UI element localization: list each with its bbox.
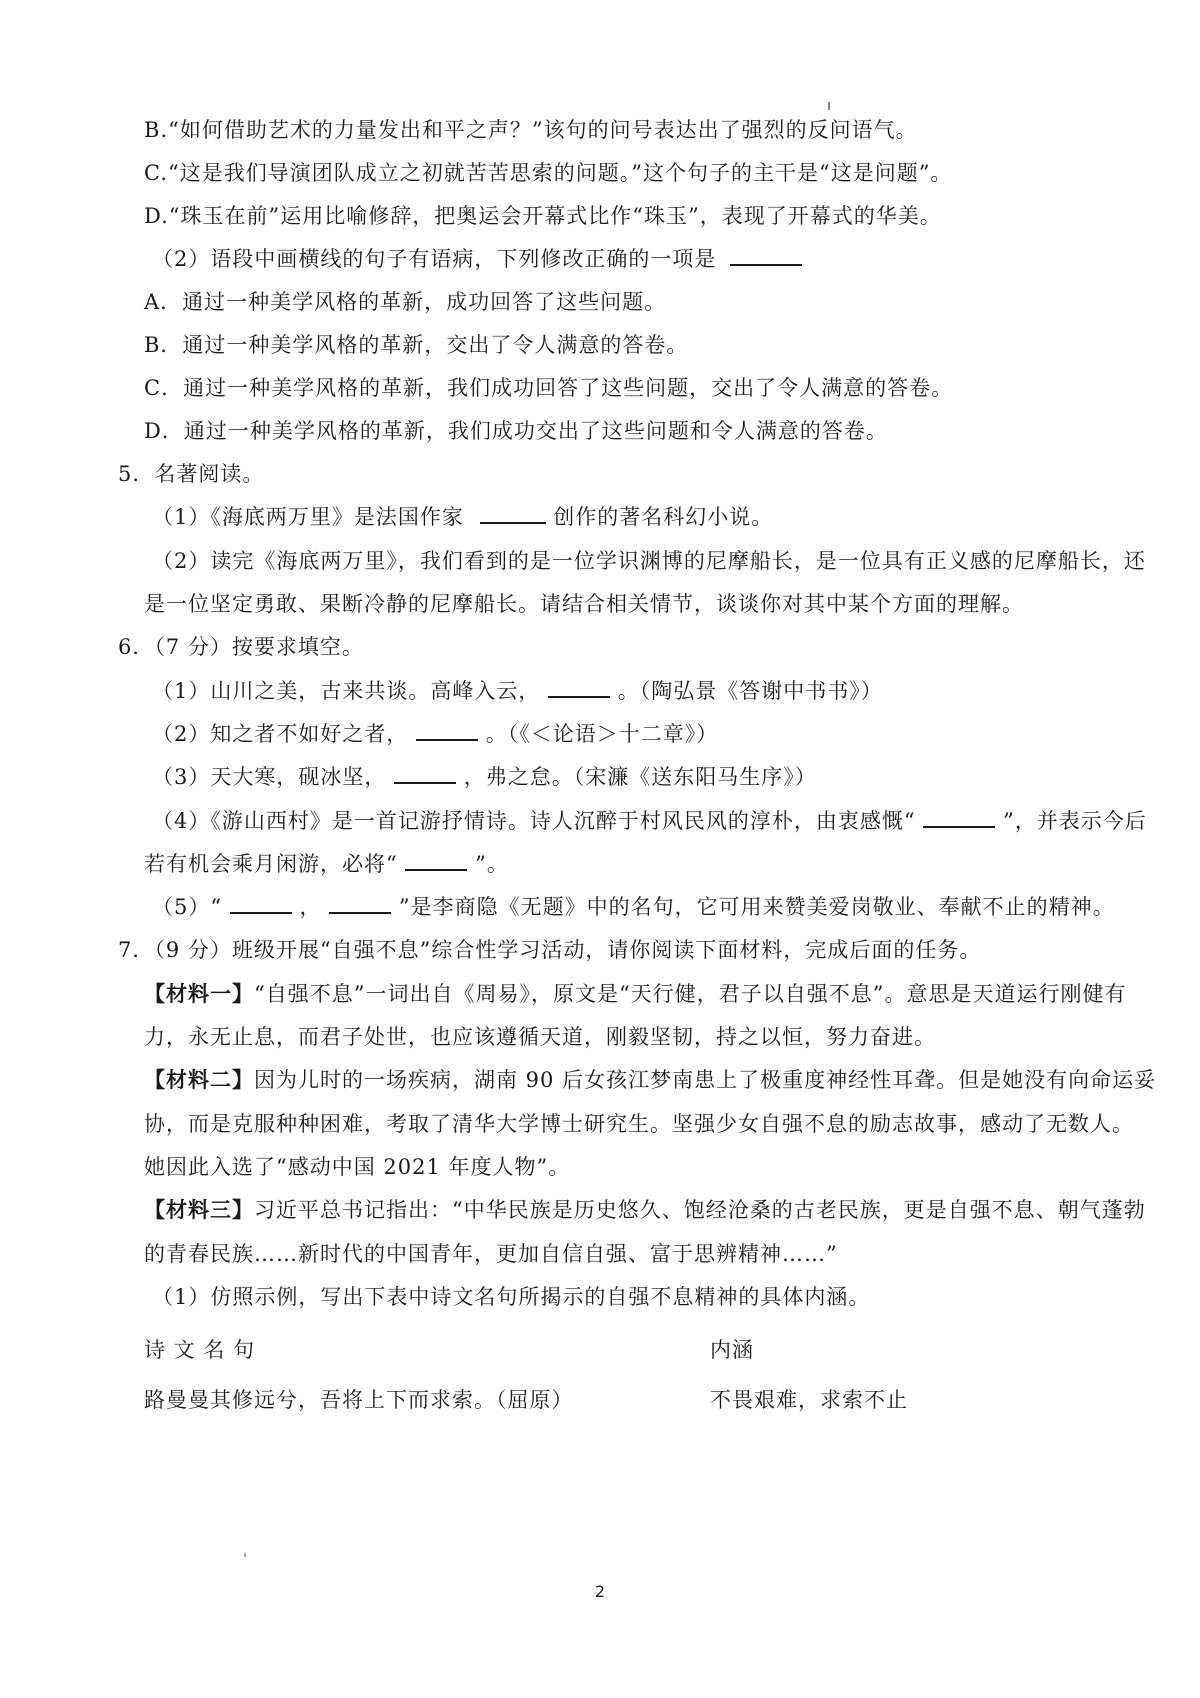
q6-sub2-pre: （2）知之者不如好之者， (152, 722, 409, 746)
q6-sub1-post: 。（陶弘景《答谢中书书》） (617, 679, 883, 703)
answer-blank[interactable] (416, 721, 478, 741)
answer-blank[interactable] (405, 851, 467, 871)
table-header-left: 诗 文 名 句 (144, 1338, 256, 1362)
scan-mark (244, 1553, 246, 1557)
q7-sub1: （1）仿照示例，写出下表中诗文名句所揭示的自强不息精神的具体内涵。 (152, 1285, 871, 1309)
q5-sub1 (152, 502, 773, 532)
q5-sub1-pre: （1）《海底两万里》是法国作家 (152, 505, 464, 529)
material2-text: 因为儿时的一场疾病，湖南 90 后女孩江梦南患上了极重度神经性耳聋。但是她没有向命运妥 (254, 1068, 1157, 1092)
q7-material2-line1 (144, 1065, 1156, 1095)
q7-material3-line2: 的青春民族……新时代的中国青年，更加自信自强、富于思辨精神……” (144, 1242, 838, 1266)
q4-sub2 (152, 244, 802, 274)
answer-blank[interactable] (329, 894, 391, 914)
q6-sub5-mid: ， (299, 895, 322, 919)
q4-sub2-text: （2）语段中画横线的句子有语病，下列修改正确的一项是 (152, 247, 717, 271)
q5-sub1-post: 创作的著名科幻小说。 (553, 505, 774, 529)
q4-sub2-option-b: B．通过一种美学风格的革新，交出了令人满意的答卷。 (144, 333, 689, 357)
answer-blank[interactable] (548, 678, 610, 698)
q6-sub3 (152, 762, 817, 792)
answer-blank[interactable] (394, 764, 456, 784)
q4-option-c: C.“这是我们导演团队成立之初就苦苦思索的问题。”这个句子的主干是“这是问题”。 (144, 161, 953, 185)
material1-text: “自强不息”一词出自《周易》，原文是“天行健，君子以自强不息”。意思是天道运行刚健有 (254, 982, 1127, 1006)
q4-option-b: B.“如何借助艺术的力量发出和平之声？”该句的问号表达出了强烈的反问语气。 (144, 118, 918, 142)
q4-sub2-option-c: C．通过一种美学风格的革新，我们成功回答了这些问题，交出了令人满意的答卷。 (144, 376, 954, 400)
material2-label: 【材料二】 (144, 1067, 254, 1092)
q6-sub3-post: ，弗之怠。（宋濂《送东阳马生序》） (463, 765, 817, 789)
q4-option-d: D.“珠玉在前”运用比喻修辞，把奥运会开幕式比作“珠玉”，表现了开幕式的华美。 (144, 204, 942, 228)
q6-sub4-line2-post: ”。 (475, 852, 509, 876)
q6-sub5 (152, 892, 1115, 922)
answer-blank[interactable] (923, 808, 995, 828)
q6-sub4-line1 (152, 806, 1147, 836)
q6-sub4-pre: （4）《游山西村》是一首记游抒情诗。诗人沉醉于村风民风的淳朴，由衷感慨“ (152, 809, 916, 833)
q6-sub5-pre: （5）“ (152, 895, 223, 919)
material3-label: 【材料三】 (144, 1197, 254, 1222)
q6-sub2-post: 。（《＜论语＞十二章》） (485, 722, 719, 746)
answer-blank[interactable] (730, 246, 802, 266)
q6-sub3-pre: （3）天大寒，砚冰坚， (152, 765, 387, 789)
q6-sub4-line2 (144, 849, 509, 879)
q6-sub1 (152, 676, 883, 706)
q4-sub2-option-a: A．通过一种美学风格的革新，成功回答了这些问题。 (144, 290, 667, 314)
scan-mark (828, 102, 830, 110)
page-number: 2 (594, 1582, 606, 1601)
q6-sub4-post: ”，并表示今后 (1002, 809, 1147, 833)
answer-blank[interactable] (480, 504, 546, 524)
q7-title: 7．（9 分）班级开展“自强不息”综合性学习活动，请你阅读下面材料，完成后面的任务。 (118, 938, 982, 962)
table-row-left: 路曼曼其修远兮，吾将上下而求索。（屈原） (144, 1388, 574, 1412)
material1-label: 【材料一】 (144, 981, 254, 1006)
q6-sub1-pre: （1）山川之美，古来共谈。高峰入云， (152, 679, 541, 703)
q6-title: 6．（7 分）按要求填空。 (118, 635, 364, 659)
q7-material1-line2: 力，永无止息，而君子处世，也应该遵循天道，刚毅坚韧，持之以恒，努力奋进。 (144, 1025, 936, 1049)
table-row-right: 不畏艰难，求索不止 (710, 1388, 908, 1412)
q6-sub4-line2-pre: 若有机会乘月闲游，必将“ (144, 852, 398, 876)
q4-sub2-option-d: D．通过一种美学风格的革新，我们成功交出了这些问题和令人满意的答卷。 (144, 419, 888, 443)
q5-sub2-line2: 是一位坚定勇敢、果断冷静的尼摩船长。请结合相关情节，谈谈你对其中某个方面的理解。 (144, 592, 1024, 616)
answer-blank[interactable] (230, 894, 292, 914)
q7-material2-line2: 协，而是克服种种困难，考取了清华大学博士研究生。坚强少女自强不息的励志故事，感动了无数人。 (144, 1112, 1134, 1136)
material3-text: 习近平总书记指出：“中华民族是历史悠久、饱经沧桑的古老民族，更是自强不息、朝气蓬勃 (254, 1198, 1146, 1222)
table-header-right: 内涵 (710, 1338, 754, 1362)
q6-sub5-post: ”是李商隐《无题》中的名句，它可用来赞美爱岗敬业、奉献不止的精神。 (398, 895, 1115, 919)
q5-title: 5．名著阅读。 (118, 462, 265, 486)
q6-sub2 (152, 719, 718, 749)
q7-material2-line3: 她因此入选了“感动中国 2021 年度人物”。 (144, 1155, 571, 1179)
q7-material3-line1 (144, 1195, 1146, 1225)
q5-sub2-line1: （2）读完《海底两万里》，我们看到的是一位学识渊博的尼摩船长，是一位具有正义感的尼摩船长，还 (152, 549, 1146, 573)
q7-material1-line1 (144, 979, 1126, 1009)
